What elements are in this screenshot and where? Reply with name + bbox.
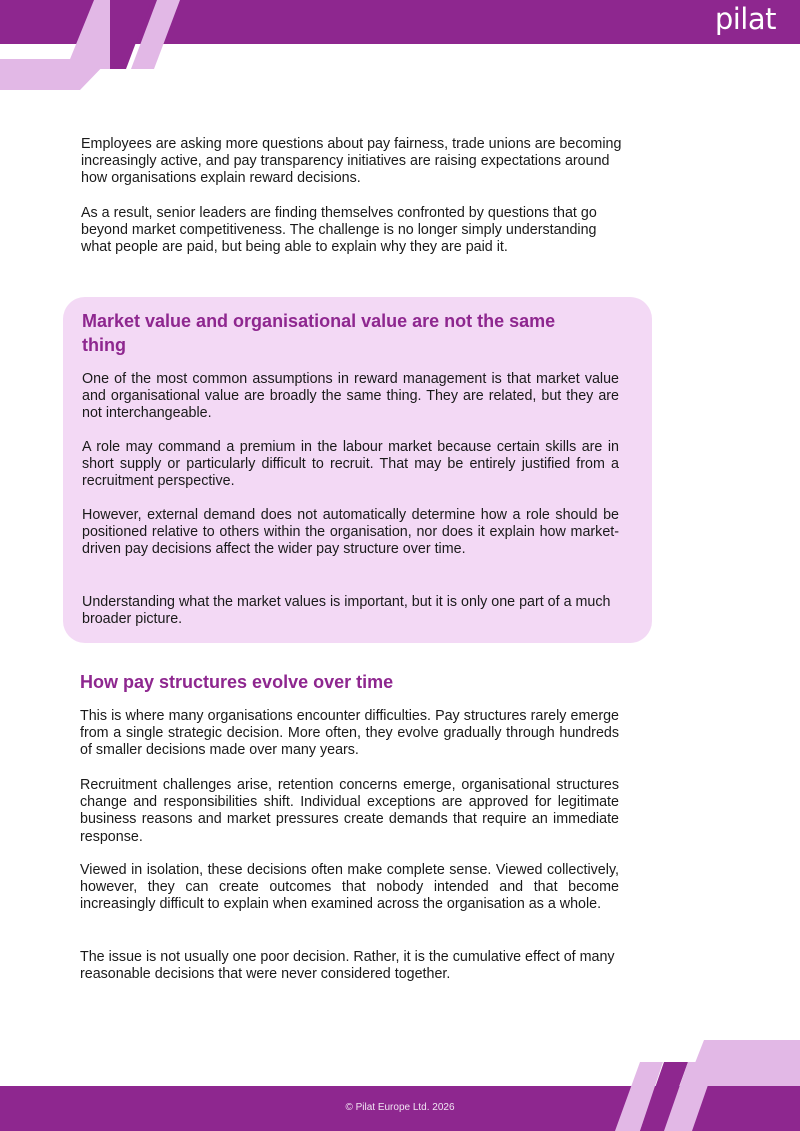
- pilat-logo: pilat: [714, 2, 776, 36]
- section-paragraph: Viewed in isolation, these decisions often make complete sense. Viewed collectively, however, they can create outcomes that nobody intended and that become increasingly difficult to explain when examined across the organisation as a whole.: [80, 862, 619, 913]
- section-paragraph: Recruitment challenges arise, retention concerns emerge, organisational structures change and responsibilities shift. Individual exceptions are approved for legitimate business reasons and market pressures create demands that require an immediate response.: [80, 777, 619, 845]
- intro-paragraph: As a result, senior leaders are finding themselves confronted by questions that go beyond market competitiveness. The challenge is no longer simply understanding what people are paid, but being able to explain why they are paid it.: [81, 205, 597, 256]
- section-paragraph: The issue is not usually one poor decision. Rather, it is the cumulative effect of many reasonable decisions that were never considered together.: [80, 949, 615, 983]
- header-band: [0, 0, 800, 90]
- callout-paragraph: One of the most common assumptions in reward management is that market value and organisational value are broadly the same thing. They are related, but they are not interchangeable.: [82, 371, 619, 422]
- section-title: How pay structures evolve over time: [80, 672, 394, 692]
- callout-paragraph: Understanding what the market values is important, but it is only one part of a much broader picture.: [82, 594, 611, 628]
- footer-copyright: © Pilat Europe Ltd. 2026: [345, 1102, 455, 1113]
- intro-paragraph: Employees are asking more questions about pay fairness, trade unions are becoming increasingly active, and pay transparency initiatives are raising expectations around how organisations explain reward decisions.: [81, 136, 622, 187]
- callout-paragraph: However, external demand does not automatically determine how a role should be positioned relative to others within the organisation, nor does it explain how market-driven pay decisions affect the wider pay structure over time.: [82, 507, 619, 558]
- callout-title: Market value and organisational value are not the same thing: [82, 311, 556, 355]
- footer-band: [0, 1040, 800, 1131]
- section-paragraph: This is where many organisations encounter difficulties. Pay structures rarely emerge from a single strategic decision. More often, they evolve gradually through hundreds of smaller decisions made over many years.: [80, 708, 619, 759]
- callout-paragraph: A role may command a premium in the labour market because certain skills are in short supply or particularly difficult to recruit. That may be entirely justified from a recruitment perspective.: [82, 439, 619, 490]
